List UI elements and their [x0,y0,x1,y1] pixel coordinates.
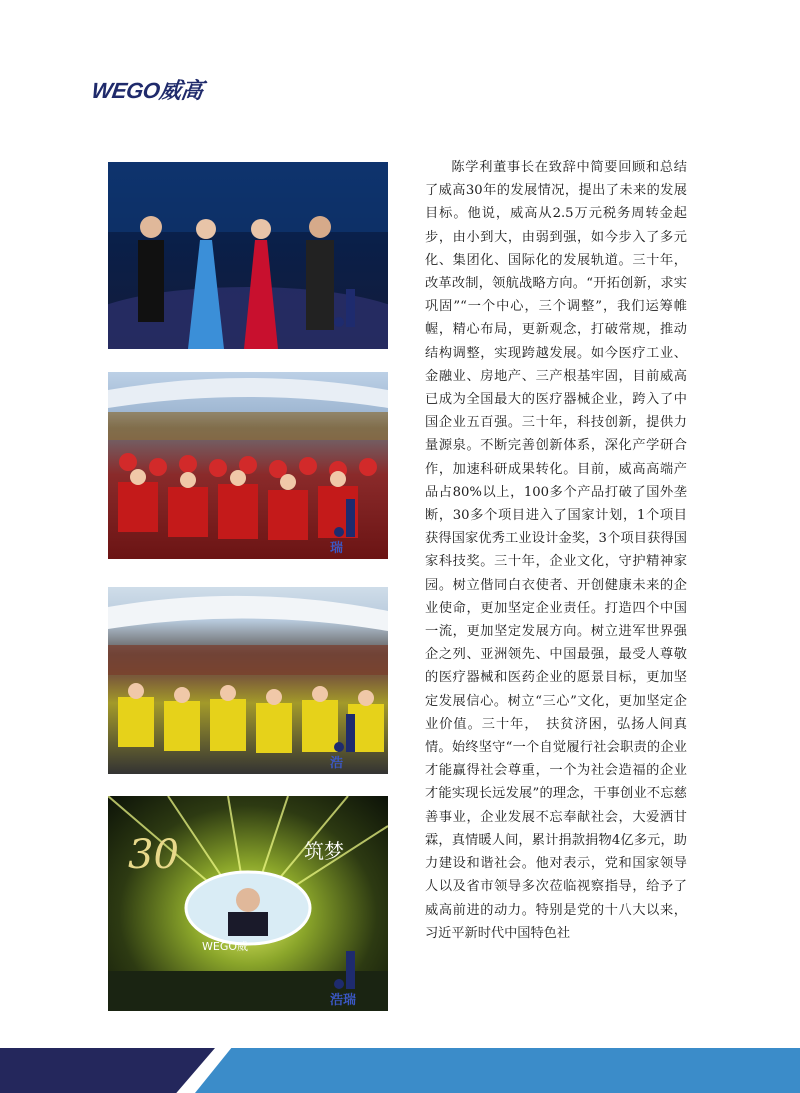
watermark-logo: 瑞 [334,499,368,551]
article-text [425,156,687,945]
watermark-logo [334,289,368,341]
photo-anniversary-stage [108,796,388,1011]
footer-bar-blue [195,1048,800,1093]
photo-audience-red [108,372,388,559]
overlay-word: 筑梦 [304,839,344,863]
overlay-brand: WEGO威 [202,940,249,953]
footer-bar-navy [0,1048,215,1093]
article-paragraph: 陈学利董事长在致辞中简要回顾和总结了威高30年的发展情况，提出了未来的发展目标。他说，威高从2.5万元税务周转金起步，由小到大，由弱到强，如今步入了多元化、集团化、国际化的发展轨道。三十年，改革改制，领航战略方向。“开拓创新，求实巩固”“一个中心，三个调整”，我们运筹帷幄，精心布局，更新观念，打破常规，推动结构调整，实现跨越发展。如今医疗工业、金融业、房地产、三产根基牢固，目前威高已成为全国最大的医疗器械企业，跨入了中国企业五百强。三十年，科技创新，提供力量源泉。不断完善创新体系，深化产学研合作，加速科研成果转化。目前，威高高端产品占80%以上，100多个产品打破了国外垄断，30多个项目进入了国家计划，1个项目获得国家优秀工业设计金奖，3个项目获得国家科技奖。三十年，企业文化，守护精神家园。树立偕同白衣使者、开创健康未来的企业使命，更加坚定企业责任。打造四个中国一流，更加坚定发展方向。树立进军世界强企之列、亚洲领先、中国最强，最受人尊敬的医疗器械和医药企业的愿景目标，更加坚定发展信心。树立“三心”文化，更加坚定企业价值。三十年， 扶贫济困，弘扬人间真情。始终坚守“一个自觉履行社会职责的企业才能赢得社会尊重，一个为社会造福的企业才能实现长远发展”的理念，干事创业不忘慈善事业，企业发展不忘奉献社会，大爱洒甘霖，真情暖人间，累计捐款捐物4亿多元，助力建设和谐社会。他对表示，党和国家领导人以及省市领导多次莅临视察指导，给予了威高前进的动力。特别是党的十八大以来，习近平新时代中国特色社 [425,160,687,941]
photo-stage-hosts [108,162,388,349]
wego-logo: WEGO威高 [90,78,205,103]
watermark-logo: 浩瑞 [334,951,368,1003]
watermark-logo: 浩 [334,714,368,766]
photo-audience-yellow [108,587,388,774]
overlay-number: 30 [128,832,179,878]
